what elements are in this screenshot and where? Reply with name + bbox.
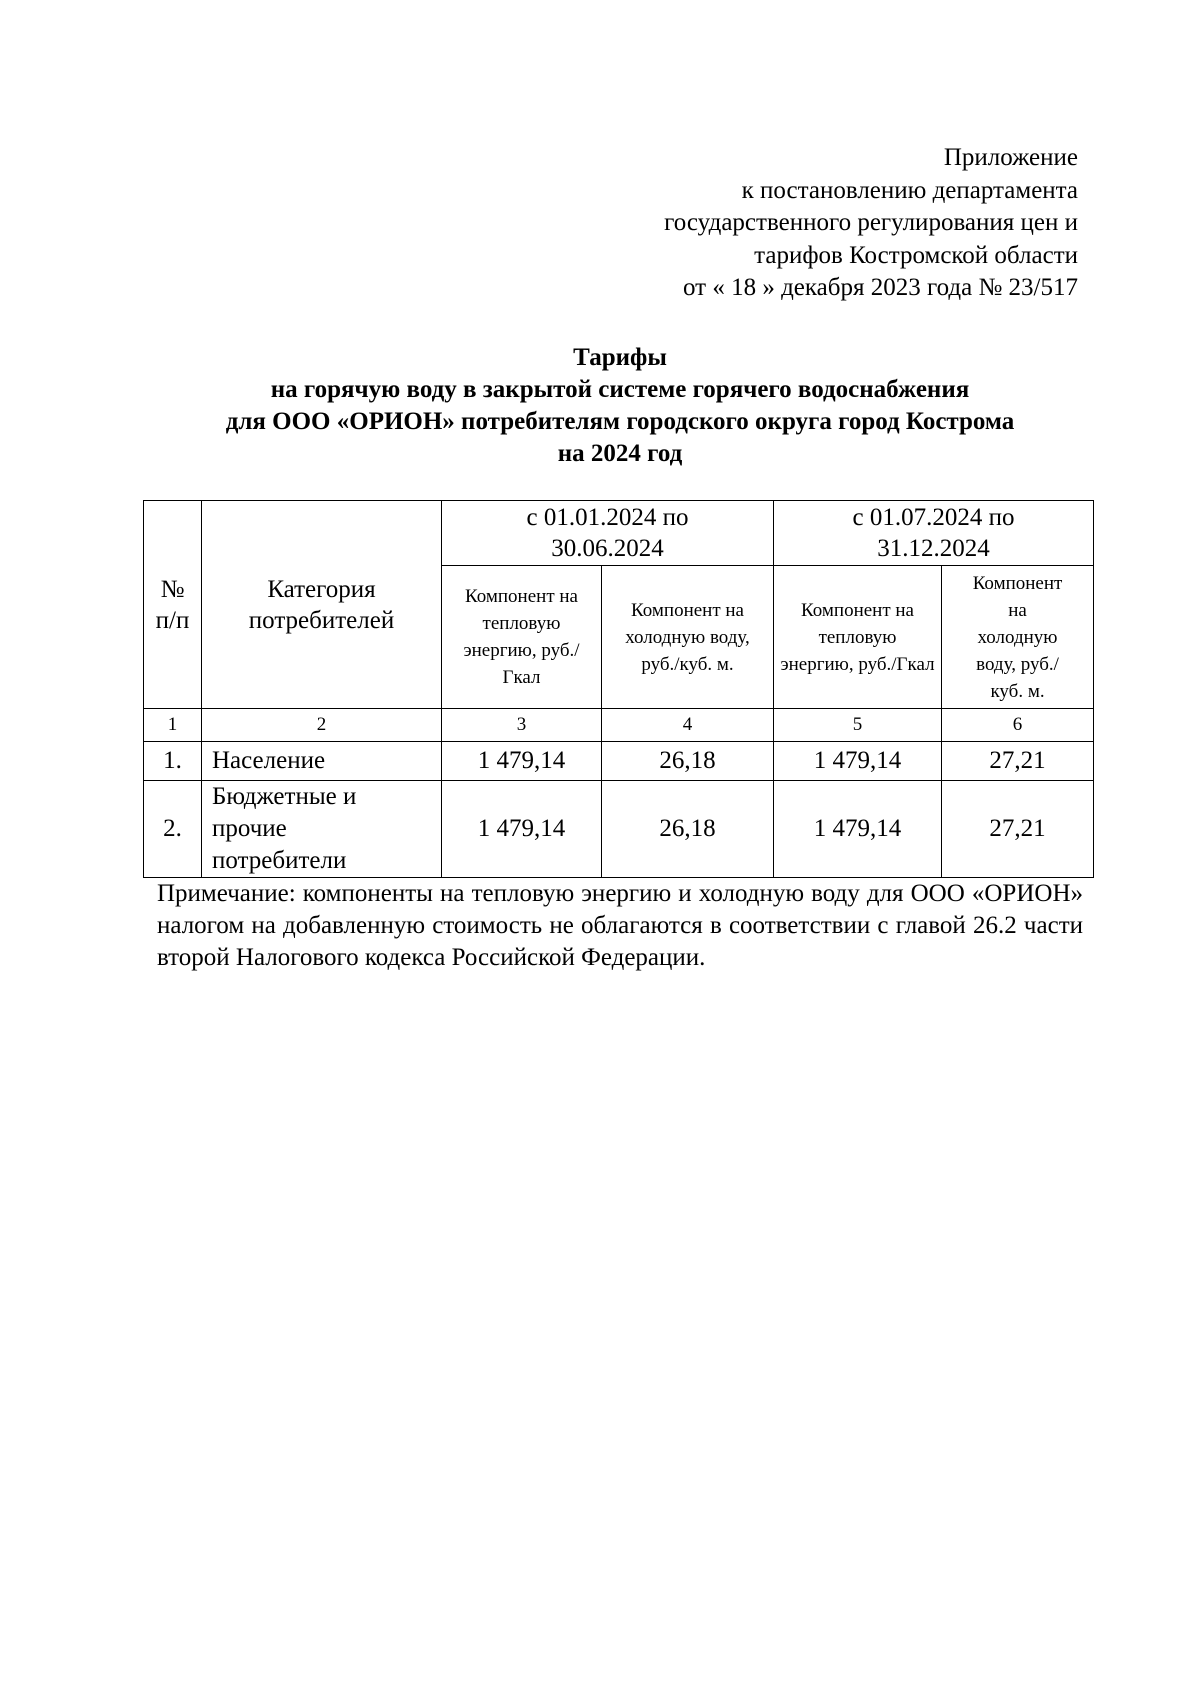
row-category: Бюджетные и прочие потребители [202, 781, 442, 878]
appendix-block [664, 142, 1078, 305]
appendix-line: Приложение [943, 144, 1078, 171]
footnote-note: Примечание: компоненты на тепловую энергию и холодную воду для ООО «ОРИОН» налогом на добавленную стоимость не облагаются в соответствии с главой 26.2 части второй Налогового кодекса Российской Федерации. [157, 880, 1083, 971]
table-row [144, 781, 1094, 878]
row-category: Население [202, 742, 442, 781]
header-component-water-1: Компонент на холодную воду, руб./куб. м. [602, 566, 774, 709]
header-component-heat-2: Компонент на тепловую энергию, руб./Гкал [774, 566, 942, 709]
row-number: 1. [144, 742, 202, 781]
column-number: 2 [202, 709, 442, 742]
column-number: 3 [442, 709, 602, 742]
header-component-heat-1: Компонент на тепловую энергию, руб./Гкал [442, 566, 602, 709]
title-line: на 2024 год [557, 440, 683, 467]
row-value-heat-2: 1 479,14 [774, 742, 942, 781]
row-number: 2. [144, 781, 202, 878]
table-row [144, 742, 1094, 781]
row-value-heat-1: 1 479,14 [442, 742, 602, 781]
row-value-heat-2: 1 479,14 [774, 781, 942, 878]
row-value-water-2: 27,21 [942, 781, 1094, 878]
row-value-water-2: 27,21 [942, 742, 1094, 781]
column-number: 1 [144, 709, 202, 742]
column-number: 5 [774, 709, 942, 742]
row-value-heat-1: 1 479,14 [442, 781, 602, 878]
document-title [150, 342, 1090, 470]
appendix-line: тарифов Костромской области [754, 241, 1078, 269]
title-line: на горячую воду в закрытой системе горячего водоснабжения [270, 376, 970, 403]
column-number: 6 [942, 709, 1094, 742]
tariff-table [143, 500, 1094, 878]
column-numbers-row [144, 709, 1094, 742]
header-period-2: с 01.07.2024 по 31.12.2024 [774, 501, 1094, 566]
header-category: Категория потребителей [202, 501, 442, 709]
appendix-line: от « 18 » декабря 2023 года № 23/517 [682, 274, 1078, 301]
title-line: Тарифы [573, 344, 667, 371]
header-component-water-2: Компонент на холодную воду, руб./куб. м. [942, 566, 1094, 709]
title-line: для ООО «ОРИОН» потребителям городского округа город Кострома [225, 408, 1015, 435]
appendix-line: государственного регулирования цен и [664, 209, 1078, 236]
row-value-water-1: 26,18 [602, 742, 774, 781]
appendix-line: к постановлению департамента [741, 176, 1078, 204]
row-value-water-1: 26,18 [602, 781, 774, 878]
header-no: № п/п [144, 501, 202, 709]
header-period-1: с 01.01.2024 по 30.06.2024 [442, 501, 774, 566]
column-number: 4 [602, 709, 774, 742]
table-header-row [144, 501, 1094, 566]
